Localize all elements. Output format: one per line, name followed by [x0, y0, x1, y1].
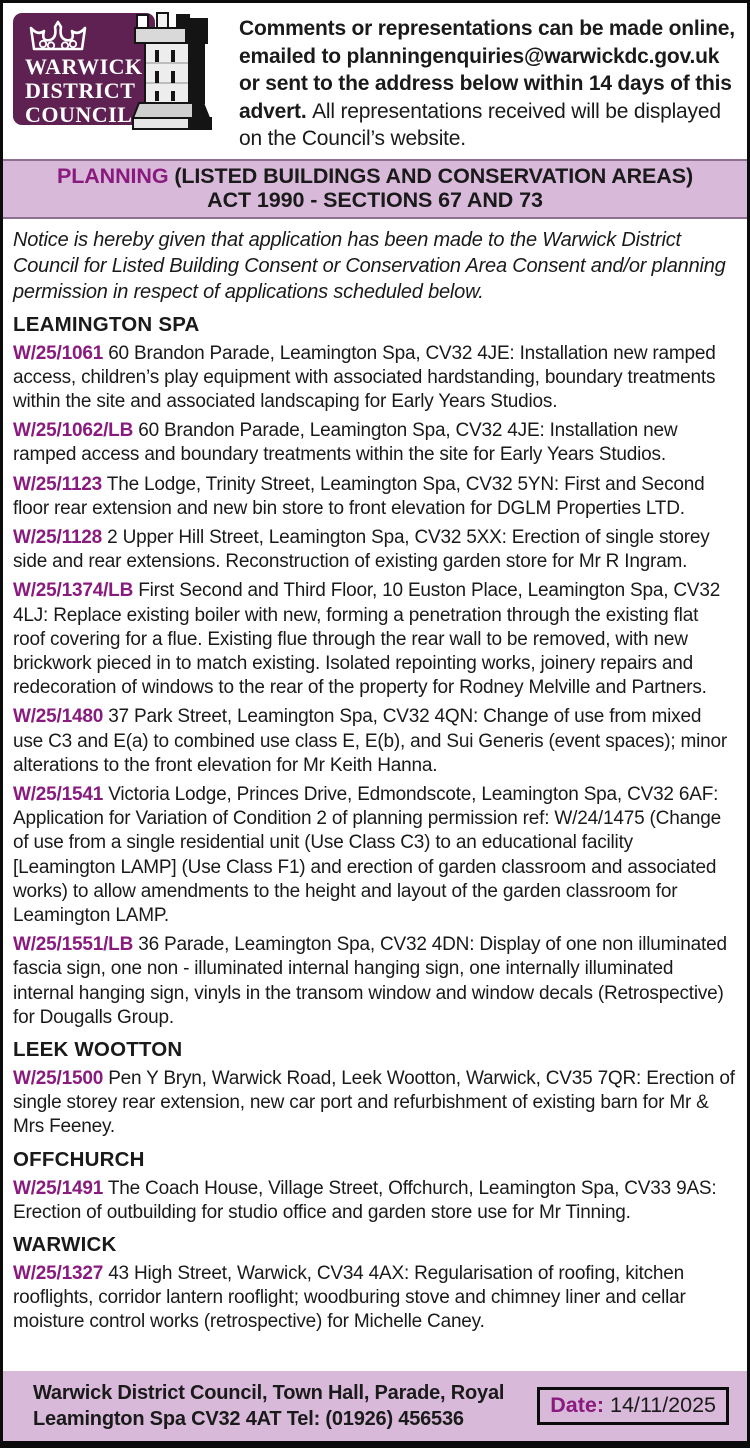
act-title-banner: [3, 159, 747, 219]
application-entry: [13, 526, 735, 574]
application-description: Victoria Lodge, Princes Drive, Edmondscote, Leamington Spa, CV32 6AF: Application for Variation of Condition 2 of planning permission ref: W/24/1475 (Change of use from a single residential unit (Use Class C3) to an educational facility [Leamington LAMP] (Use Class F1) and erection of garden classroom and associated works) to allow amendments to the height and layout of the garden classroom for Leamington LAMP.: [13, 783, 722, 926]
footer-address: Warwick District Council, Town Hall, Parade, Royal Leamington Spa CV32 4AT Tel: (01926) 456536: [33, 1382, 505, 1430]
application-entry: [13, 579, 735, 700]
application-description: 60 Brandon Parade, Leamington Spa, CV32 4JE: Installation new ramped access, children’s play equipment with associated hardstanding, boundary treatments within the site and associated landscaping for Early Years Studios.: [13, 342, 716, 412]
footer-band: [3, 1371, 747, 1441]
application-entry: [13, 1177, 735, 1225]
logo-text-warwick: WARWICK: [25, 54, 143, 79]
application-entry: [13, 342, 735, 415]
date-label: Date:: [550, 1393, 604, 1417]
logo-text-council: COUNCIL: [25, 102, 133, 127]
header-notice-regular: All representations received will be displayed on the Council’s website.: [239, 99, 721, 150]
header-notice-text: [225, 11, 739, 153]
section-heading-leek-wootton: LEEK WOOTTON: [13, 1037, 183, 1061]
application-description: 2 Upper Hill Street, Leamington Spa, CV32 5XX: Erection of single storey side and rear extensions. Reconstruction of existing garden store for Mr R Ingram.: [13, 526, 710, 573]
application-ref: W/25/1500: [13, 1067, 104, 1089]
application-ref: W/25/1374/LB: [13, 580, 134, 602]
application-ref: W/25/1327: [13, 1263, 104, 1284]
application-ref: W/25/1123: [13, 473, 103, 495]
application-ref: W/25/1491: [13, 1177, 104, 1199]
application-description: The Coach House, Village Street, Offchurch, Leamington Spa, CV33 9AS: Erection of outbuilding for studio office and garden store use for Mr Tinning.: [13, 1177, 717, 1223]
application-entry: [13, 933, 735, 1030]
application-description: Pen Y Bryn, Warwick Road, Leek Wootton, Warwick, CV35 7QR: Erection of single storey rear extension, new car port and refurbishment of existing barn for Mr & Mrs Feeney.: [13, 1067, 735, 1138]
application-entry: [13, 1067, 735, 1140]
application-ref: W/25/1551/LB: [13, 934, 134, 956]
application-description: 43 High Street, Warwick, CV34 4AX: Regularisation of roofing, kitchen rooflights, corridor lantern rooflight; woodburing stove and chimney liner and cellar moisture control works (retrospective) for Michelle Caney.: [13, 1263, 686, 1333]
logo-text-district: DISTRICT: [25, 78, 136, 103]
castle-tower-icon: [125, 11, 225, 133]
banner-planning-word: PLANNING: [56, 163, 169, 188]
date-box: [537, 1387, 729, 1425]
application-ref: W/25/1541: [13, 783, 104, 805]
application-description: The Lodge, Trinity Street, Leamington Spa, CV32 5YN: First and Second floor rear extension and new bin store to front elevation for DGLM Properties LTD.: [13, 473, 705, 519]
council-logo: [13, 11, 225, 133]
application-description: 36 Parade, Leamington Spa, CV32 4DN: Display of one non illuminated fascia sign, one non - illuminated internal hanging sign, one internally illuminated internal hanging sign, vinyls in the transom window and window decals (Retrospective) for Dougalls Group.: [13, 934, 727, 1028]
application-ref: W/25/1128: [13, 526, 103, 548]
application-entry: [13, 473, 735, 521]
application-ref: W/25/1061: [13, 342, 104, 364]
application-ref: W/25/1062/LB: [13, 420, 134, 442]
application-entry: [13, 783, 735, 928]
banner-line1-rest: (LISTED BUILDINGS AND CONSERVATION AREAS): [174, 163, 694, 188]
application-entry: [13, 705, 735, 778]
crown-icon: [27, 19, 89, 53]
application-ref: W/25/1480: [13, 706, 104, 728]
section-heading-warwick: WARWICK: [13, 1233, 117, 1256]
banner-line1: [7, 164, 743, 189]
application-description: 37 Park Street, Leamington Spa, CV32 4QN: Change of use from mixed use C3 and E(a) to combined use class E, E(b), and Sui Generis (event spaces); minor alterations to the front elevation for Mr Keith Hanna.: [13, 706, 727, 776]
section-heading-offchurch: OFFCHURCH: [13, 1147, 145, 1171]
application-entry: [13, 419, 735, 467]
date-value: 14/11/2025: [609, 1393, 716, 1417]
notice-body: [3, 219, 747, 1372]
header: [3, 3, 747, 157]
application-entry: [13, 1262, 735, 1335]
section-heading-leamington-spa: LEAMINGTON SPA: [13, 312, 200, 336]
application-description: 60 Brandon Parade, Leamington Spa, CV32 4JE: Installation new ramped access and boundary treatments within the site for Early Years Studios.: [13, 420, 678, 466]
application-description: First Second and Third Floor, 10 Euston Place, Leamington Spa, CV32 4LJ: Replace existing boiler with new, forming a penetration through the existing flat roof covering for a flue. Existing flue through the rear wall to be removed, with new brickwork pieced in to match existing. Isolated repointing works, joinery repairs and redecoration of windows to the rear of the property for Rodney Melville and Partners.: [13, 580, 721, 699]
header-notice-bold: Comments or representations can be made online, emailed to planningenquiries@warwickdc.gov.uk or sent to the address below within 14 days of this advert.: [239, 17, 735, 123]
notice-intro: Notice is hereby given that application has been made to the Warwick District Council for Listed Building Consent or Conservation Area Consent and/or planning permission in respect of applications scheduled below.: [13, 228, 726, 303]
banner-line2: ACT 1990 - SECTIONS 67 AND 73: [207, 188, 543, 212]
